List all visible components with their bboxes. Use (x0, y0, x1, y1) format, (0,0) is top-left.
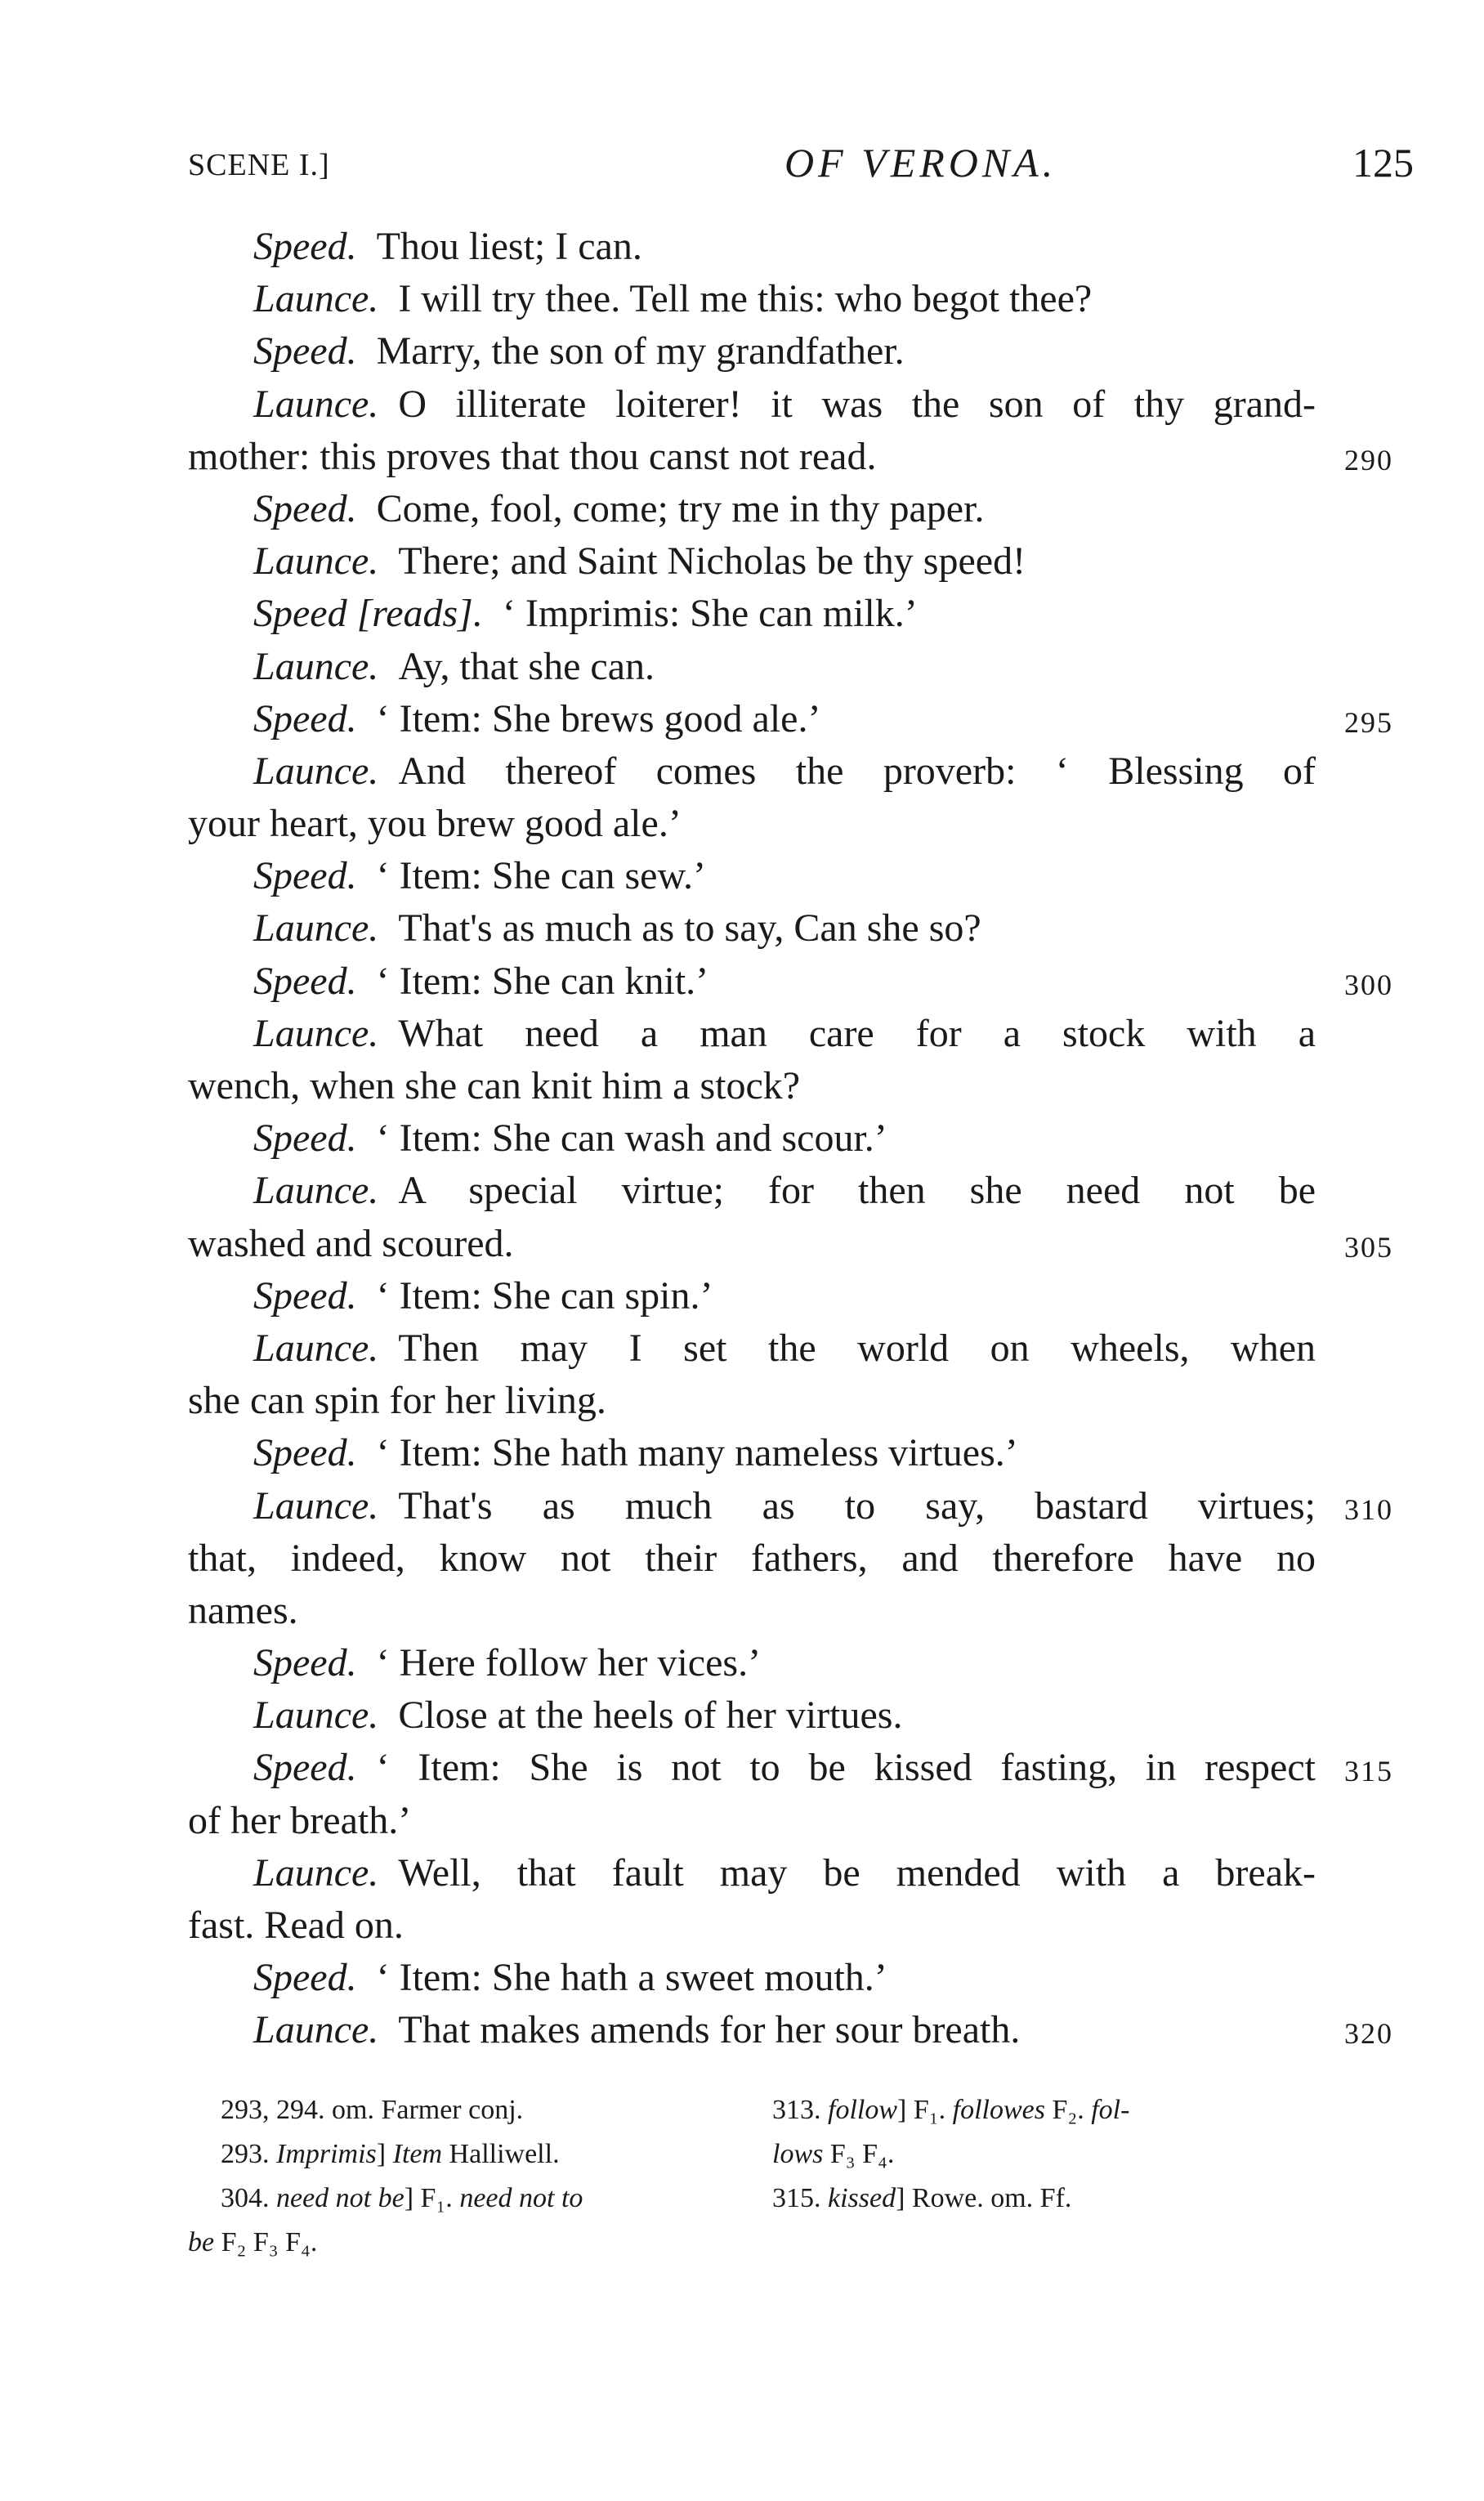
line-number: 305 (1344, 1230, 1393, 1264)
line-text: mother: this proves that thou canst not read. (188, 434, 877, 478)
line-text: ‘ Item: She is not to be kissed fasting, in respect (376, 1746, 1316, 1790)
footnote-fragment: 313. (772, 2095, 828, 2125)
text-line (188, 955, 1393, 1008)
line-content (188, 435, 876, 478)
footnote-fragment: be (188, 2227, 215, 2257)
line-content (188, 1589, 298, 1632)
footnote-fragment: 304. (221, 2183, 276, 2213)
line-content (253, 1480, 1316, 1532)
speaker-name: Launce. (253, 1011, 379, 1055)
text-line (188, 1795, 1316, 1847)
text-line (188, 588, 1316, 640)
text-line (188, 325, 1316, 378)
line-content (253, 1274, 713, 1318)
text-line (188, 1532, 1316, 1585)
text-line (188, 273, 1316, 325)
line-text: A special virtue; for then she need not be (398, 1169, 1316, 1213)
line-text: Ay, that she can. (398, 644, 655, 688)
line-text: And thereof comes the proverb: ‘ Blessing of (398, 749, 1316, 793)
text-line (188, 431, 1393, 483)
speaker-name: Speed. (253, 329, 357, 374)
line-content (253, 906, 981, 950)
scene-label: SCENE I.] (188, 148, 330, 182)
text-line (188, 798, 1316, 850)
footnote-fragment: kissed (828, 2183, 896, 2213)
line-content (253, 1431, 1018, 1474)
line-text: There; and Saint Nicholas be thy speed! (398, 539, 1026, 584)
line-text: ‘ Here follow her vices.’ (376, 1641, 762, 1685)
line-text: ‘ Item: She can wash and scour.’ (376, 1116, 887, 1161)
line-content (188, 1379, 606, 1422)
footnote-line (188, 2221, 776, 2265)
line-content (253, 645, 655, 688)
footnote-line (772, 2177, 1410, 2221)
text-line (188, 1952, 1316, 2004)
line-number: 295 (1344, 705, 1393, 739)
speaker-name: Speed. (253, 486, 357, 530)
footnote-line (772, 2088, 1410, 2132)
text-line (188, 850, 1316, 902)
speaker-name: Speed. (253, 1116, 357, 1161)
line-text: ‘ Item: She can sew.’ (376, 854, 707, 898)
line-text: What need a man care for a stock with a (398, 1011, 1316, 1055)
line-content (253, 1847, 1316, 1899)
footnote-fragment: Item (392, 2139, 443, 2169)
speaker-name: Speed. (253, 854, 357, 898)
text-line (188, 1637, 1316, 1689)
footnote-fragment: Halliwell. (442, 2139, 560, 2169)
running-header (188, 139, 1414, 196)
line-content (188, 1904, 404, 1947)
line-text: wench, when she can knit him a stock? (188, 1064, 801, 1107)
line-content (253, 1693, 902, 1737)
text-line (188, 641, 1316, 693)
text-line (188, 1322, 1316, 1375)
line-content (253, 329, 905, 373)
line-text: Well, that fault may be mended with a break- (398, 1850, 1316, 1895)
speaker-name: Launce. (253, 277, 379, 321)
line-content (253, 539, 1026, 583)
line-content (253, 960, 708, 1003)
text-line (188, 902, 1316, 955)
line-content (188, 1222, 514, 1265)
text-line (188, 1899, 1316, 1952)
footnote-fragment: 315. (772, 2183, 828, 2213)
text-line (188, 1689, 1316, 1742)
text-line (188, 483, 1316, 535)
footnote-fragment: F₂. (1044, 2095, 1092, 2125)
line-content (188, 1064, 800, 1107)
speaker-name: Launce. (253, 382, 379, 426)
text-line (188, 1847, 1316, 1899)
line-text: that, indeed, know not their fathers, and therefore have no (188, 1536, 1316, 1580)
text-line (188, 1112, 1316, 1165)
play-text (188, 221, 1393, 2057)
text-line (188, 1165, 1316, 1217)
text-line (188, 745, 1316, 798)
text-line (188, 1218, 1393, 1270)
line-text: Thou liest; I can. (376, 225, 642, 268)
text-line (188, 1008, 1316, 1060)
speaker-name: Speed. (253, 1273, 357, 1318)
speaker-name: Speed. (253, 1431, 357, 1475)
text-line (188, 1742, 1393, 1794)
line-content (253, 1742, 1316, 1794)
text-line (188, 693, 1393, 745)
footnote-fragment: ] (376, 2139, 393, 2169)
speaker-name: Launce. (253, 644, 379, 688)
line-number: 315 (1344, 1755, 1393, 1788)
text-line (188, 1375, 1316, 1427)
speaker-name: Launce. (253, 1326, 379, 1370)
speaker-name: Speed [reads]. (253, 592, 483, 636)
text-line (188, 1480, 1393, 1532)
line-text: Close at the heels of her virtues. (398, 1693, 903, 1738)
text-line (188, 1270, 1316, 1322)
line-content (253, 2008, 1020, 2051)
line-content (253, 745, 1316, 798)
line-text: your heart, you brew good ale.’ (188, 802, 682, 846)
line-text: Then may I set the world on wheels, when (398, 1326, 1316, 1370)
line-text: ‘ Item: She brews good ale.’ (376, 696, 821, 740)
speaker-name: Speed. (253, 225, 357, 268)
line-text: O illiterate loiterer! it was the son of thy grand- (398, 382, 1316, 426)
speaker-name: Launce. (253, 1483, 379, 1528)
line-text: of her breath.’ (188, 1798, 412, 1842)
footnote-fragment: 293. (221, 2139, 276, 2169)
line-text: That's as much as to say, Can she so? (398, 906, 981, 951)
line-content (253, 1641, 761, 1684)
line-content (253, 592, 918, 635)
footnote-line (221, 2088, 776, 2132)
line-number: 290 (1344, 443, 1393, 476)
text-line (188, 2004, 1393, 2056)
line-number: 320 (1344, 2017, 1393, 2051)
line-text: washed and scoured. (188, 1221, 514, 1265)
speaker-name: Speed. (253, 1641, 357, 1685)
footnotes-right-column (772, 2088, 1410, 2221)
line-content (188, 1799, 411, 1842)
footnote-line (221, 2132, 776, 2177)
line-content (253, 487, 984, 530)
line-text: I will try thee. Tell me this: who begot thee? (398, 277, 1093, 321)
speaker-name: Speed. (253, 1956, 357, 2000)
line-content (253, 1116, 887, 1160)
line-text: ‘ Item: She can spin.’ (376, 1273, 713, 1318)
footnote-fragment: F₂ F₃ F₄. (214, 2227, 318, 2257)
footnote-fragment: need not be (276, 2183, 405, 2213)
footnote-line (221, 2177, 776, 2221)
text-line (188, 1427, 1316, 1479)
line-content (253, 1322, 1316, 1375)
speaker-name: Launce. (253, 1693, 379, 1738)
footnotes-left-column (188, 2088, 776, 2265)
page-number: 125 (1352, 140, 1414, 186)
speaker-name: Speed. (253, 959, 357, 1003)
line-content (253, 1008, 1316, 1060)
line-text: Marry, the son of my grandfather. (376, 329, 905, 374)
text-line (188, 1060, 1316, 1112)
line-number: 310 (1344, 1492, 1393, 1526)
line-text: That's as much as to say, bastard virtues; (398, 1483, 1316, 1528)
line-number: 300 (1344, 968, 1393, 1001)
page-title: OF VERONA. (784, 140, 1057, 186)
speaker-name: Launce. (253, 539, 379, 584)
line-content (188, 1532, 1316, 1585)
speaker-name: Launce. (253, 906, 379, 951)
line-text: ‘ Item: She hath many nameless virtues.’ (376, 1431, 1018, 1475)
text-line (188, 1585, 1316, 1637)
line-content (253, 697, 820, 740)
speaker-name: Launce. (253, 1850, 379, 1895)
footnote-fragment: ] Rowe. om. Ff. (896, 2183, 1072, 2213)
line-text: names. (188, 1588, 298, 1632)
speaker-name: Launce. (253, 1169, 379, 1213)
footnote-fragment: ] F₁. (404, 2183, 460, 2213)
line-text: Come, fool, come; try me in thy paper. (376, 486, 985, 530)
line-text: That makes amends for her sour breath. (398, 2008, 1021, 2052)
line-text: ‘ Item: She can knit.’ (376, 959, 709, 1003)
line-content (253, 378, 1316, 431)
line-content (253, 1956, 887, 1999)
line-text: ‘ Imprimis: She can milk.’ (502, 592, 918, 636)
footnote-line (772, 2132, 1410, 2177)
footnote-fragment: lows (772, 2139, 824, 2169)
footnote-fragment: fol- (1091, 2095, 1130, 2125)
line-content (188, 802, 682, 845)
speaker-name: Speed. (253, 696, 357, 740)
text-line (188, 535, 1316, 588)
footnote-fragment: Imprimis (276, 2139, 377, 2169)
footnote-fragment: 293, 294. om. Farmer conj. (221, 2095, 524, 2125)
speaker-name: Launce. (253, 2008, 379, 2052)
text-line (188, 221, 1316, 273)
footnote-fragment: F₃ F₄. (823, 2139, 895, 2169)
speaker-name: Launce. (253, 749, 379, 793)
line-text: ‘ Item: She hath a sweet mouth.’ (376, 1956, 887, 2000)
speaker-name: Speed. (253, 1746, 357, 1790)
line-text: fast. Read on. (188, 1904, 404, 1947)
footnote-fragment: followes (952, 2095, 1045, 2125)
line-content (253, 225, 642, 268)
footnote-fragment: ] F₁. (897, 2095, 953, 2125)
line-content (253, 854, 706, 897)
line-text: she can spin for her living. (188, 1379, 606, 1423)
line-content (253, 277, 1092, 320)
line-content (253, 1165, 1316, 1217)
text-line (188, 378, 1316, 431)
footnote-fragment: need not to (459, 2183, 583, 2213)
footnote-fragment: follow (828, 2095, 898, 2125)
